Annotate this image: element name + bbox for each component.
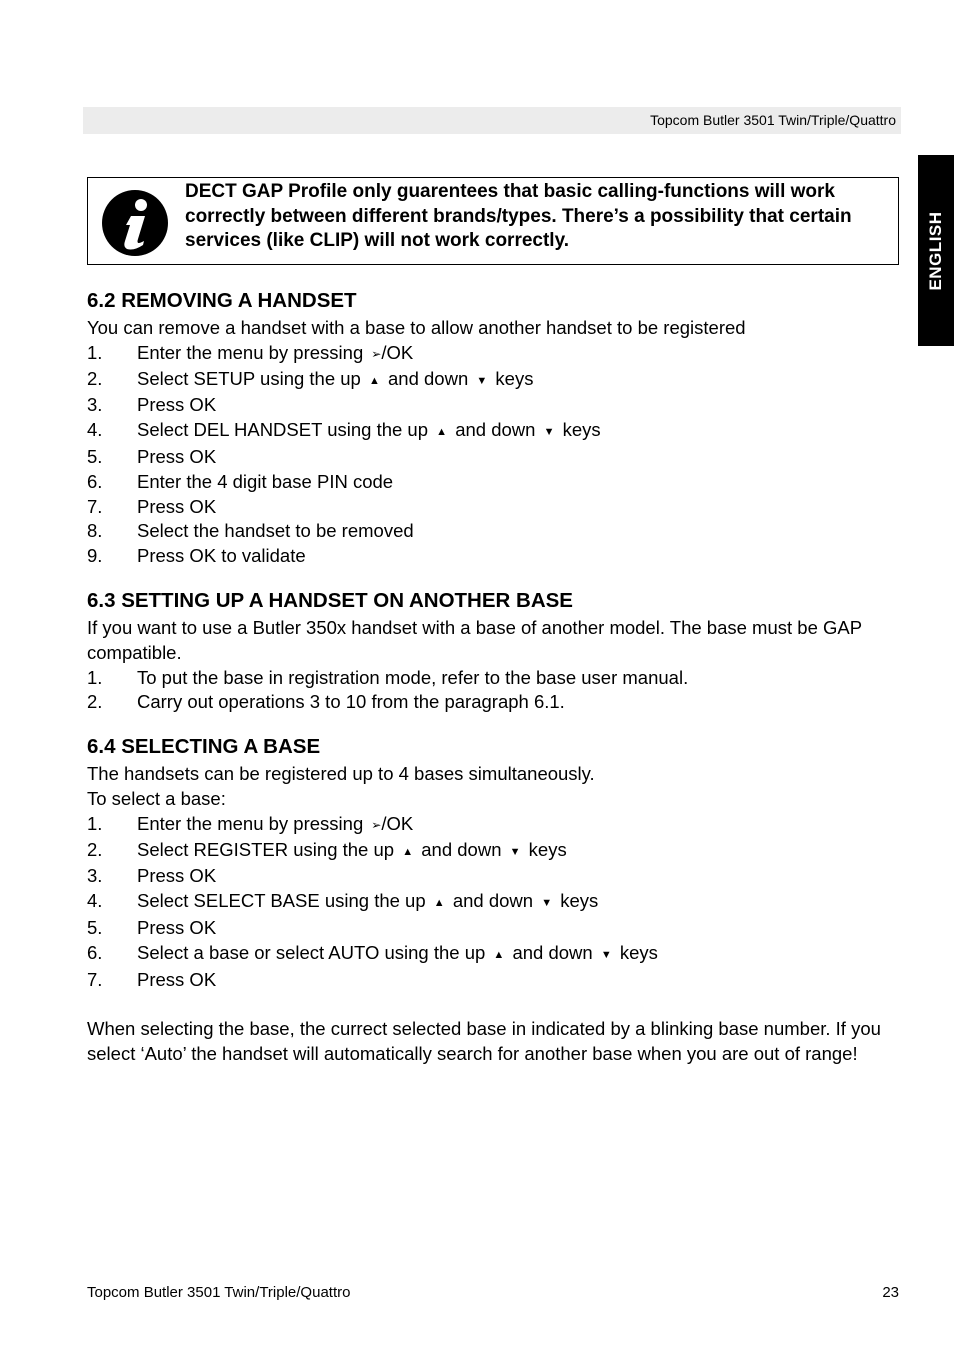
up-arrow-icon: ▲ [436,426,448,439]
step-text: and down [388,367,469,389]
list-item [87,968,902,993]
step-text: keys [528,838,567,860]
up-arrow-icon: ▲ [493,948,505,961]
list-item [87,690,902,715]
list-item [87,812,902,838]
step-text: and down [452,890,534,912]
closing-paragraph: When selecting the base, the currect selected base in indicated by a blinking base number. If you select ‘Auto’ the handset will automatically search for another base when you are out of range! [87,1018,881,1064]
list-item [87,418,902,445]
steps-list-another-base [87,666,902,716]
list-item [87,864,902,889]
section-intro: To select a base: [87,787,226,809]
down-arrow-icon: ▼ [600,948,612,961]
up-arrow-icon: ▲ [433,897,445,910]
page-number: 23 [882,1284,899,1301]
step-text: Select the handset to be removed [137,520,414,542]
step-text: Press OK [137,495,217,517]
step-number: 4. [87,890,103,912]
step-number: 8. [87,520,103,542]
step-text: Enter the menu by pressing [137,341,364,363]
section-title-another-base: 6.3 SETTING UP A HANDSET ON ANOTHER BASE [87,588,573,612]
list-item [87,393,902,418]
step-number: 7. [87,968,103,990]
language-tab [918,155,954,346]
step-text: keys [562,419,601,441]
up-arrow-icon: ▲ [402,845,414,858]
step-text: Select DEL HANDSET using the up [137,419,429,441]
list-item [87,341,902,367]
section-title-removing-handset: 6.2 REMOVING A HANDSET [87,289,357,312]
footer-title: Topcom Butler 3501 Twin/Triple/Quattro [87,1284,351,1301]
step-text: keys [560,890,599,912]
step-text: keys [619,941,658,963]
section-title-selecting-base: 6.4 SELECTING A BASE [87,735,321,759]
step-text: and down [421,838,502,860]
step-text: Press OK [137,445,217,467]
language-tab-label: ENGLISH [926,210,945,291]
step-text: Select REGISTER using the up [137,838,395,860]
list-item [87,889,902,916]
step-number: 9. [87,545,103,567]
page-content [87,286,902,1067]
list-item [87,367,902,394]
step-number: 1. [87,812,103,834]
down-arrow-icon: ▼ [476,374,488,387]
up-arrow-icon: ▲ [368,374,380,387]
step-number: 5. [87,916,103,938]
step-text: and down [455,419,536,441]
list-item [87,519,902,544]
step-number: 5. [87,445,103,467]
list-item [87,916,902,941]
step-number: 6. [87,941,103,963]
list-item [87,445,902,470]
step-text: Press OK [137,916,217,938]
step-number: 1. [87,666,103,688]
step-number: 6. [87,470,103,492]
down-arrow-icon: ▼ [509,845,521,858]
step-text: Enter the menu by pressing [137,812,364,834]
step-text: Press OK [137,968,217,990]
step-text: /OK [381,341,414,363]
step-number: 2. [87,691,103,713]
steps-list-removing [87,341,902,569]
step-text: Select SETUP using the up [137,367,361,389]
step-number: 2. [87,367,103,389]
header-bar [83,107,901,134]
step-text: /OK [381,812,414,834]
step-text: and down [512,941,593,963]
step-text: Carry out operations 3 to 10 from the paragraph 6.1. [137,691,565,713]
list-item [87,666,902,691]
step-text: Enter the 4 digit base PIN code [137,470,394,492]
list-item [87,544,902,569]
step-text: Press OK to validate [137,545,306,567]
step-number: 7. [87,495,103,517]
steps-list-selecting-base [87,812,902,993]
step-text: Select a base or select AUTO using the up [137,941,486,963]
section-intro: The handsets can be registered up to 4 bases simultaneously. [87,763,595,785]
list-item [87,838,902,865]
info-icon [101,189,169,257]
step-text: Press OK [137,394,217,416]
header-title: Topcom Butler 3501 Twin/Triple/Quattro [650,112,896,128]
list-item [87,470,902,495]
step-text: Select SELECT BASE using the up [137,890,426,912]
list-item [87,941,902,968]
step-number: 1. [87,341,103,363]
step-text: To put the base in registration mode, refer to the base user manual. [137,666,689,688]
step-number: 3. [87,394,103,416]
section-intro: If you want to use a Butler 350x handset with a base of another model. The base must be GAP compatible. [87,616,862,663]
step-number: 3. [87,865,103,887]
menu-key-icon: ➢ [371,346,382,361]
menu-key-icon: ➢ [371,817,382,832]
note-text: DECT GAP Profile only guarentees that basic calling-functions will work correctly between different brands/types. There’s a possibility that certain services (like CLIP) will not work correctly. [185,181,852,251]
down-arrow-icon: ▼ [541,897,553,910]
note-box [87,177,899,265]
list-item [87,495,902,520]
step-number: 2. [87,838,103,860]
step-text: keys [495,367,534,389]
section-intro: You can remove a handset with a base to allow another handset to be registered [87,317,746,338]
down-arrow-icon: ▼ [543,426,555,439]
step-text: Press OK [137,865,217,887]
step-number: 4. [87,419,103,441]
